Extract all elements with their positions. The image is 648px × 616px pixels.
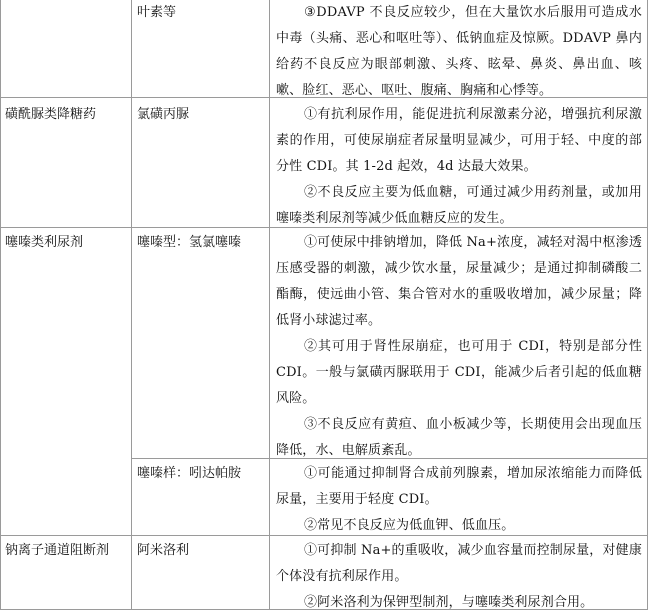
description-cell — [276, 102, 642, 232]
table-row — [5, 102, 129, 128]
description-cell — [276, 0, 642, 104]
drug-name: 阿米洛利 — [137, 543, 190, 558]
description-paragraph: ③不良反应有黄疸、血小板减少等，长期使用会出现血压降低，水、电解质紊乱。 — [276, 417, 642, 458]
description-paragraph: ②不良反应主要为低血糖，可通过减少用药剂量，或加用噻嗪类利尿剂等减少低血糖反应的发生。 — [276, 185, 642, 226]
description-paragraph: ①可抑制 Na+的重吸收，减少血容量而控制尿量，对健康个体没有抗利尿作用。 — [276, 543, 642, 584]
description-paragraph: ①可使尿中排钠增加，降低 Na+浓度，减轻对渴中枢渗透压感受器的刺激，减少饮水量，尿量减少；是通过抑制磷酸二酯酶，使远曲小管、集合管对水的重吸收增加，减少尿量；降低肾小球滤过率。 — [276, 235, 642, 328]
column-divider-1 — [131, 0, 132, 610]
drug-cell — [137, 102, 265, 128]
description-paragraph: ②常见不良反应为低血钾、低血压。 — [304, 518, 515, 533]
drug-name: 叶素等 — [137, 5, 177, 20]
table-row — [5, 230, 129, 256]
description-paragraph: ①可能通过抑制肾合成前列腺素，增加尿浓缩能力而降低尿量，主要用于轻度 CDI。 — [276, 466, 642, 507]
drug-name: 噻嗪型：氢氯噻嗪 — [137, 235, 242, 250]
drug-cell — [137, 538, 265, 564]
description-cell — [276, 461, 642, 539]
drug-name: 噻嗪样：吲达帕胺 — [137, 466, 242, 481]
table-row — [5, 538, 129, 564]
drug-name: 氯磺丙脲 — [137, 107, 190, 122]
table-row — [137, 461, 265, 487]
drug-category: 磺酰脲类降糖药 — [5, 107, 97, 122]
description-cell — [276, 230, 642, 464]
description-paragraph: ②其可用于肾性尿崩症，也可用于 CDI，特别是部分性 CDI。一般与氯磺丙脲联用于 CDI，能减少后者引起的低血糖风险。 — [276, 339, 642, 406]
description-paragraph: ③DDAVP 不良反应较少，但在大量饮水后服用可造成水中毒（头痛、恶心和呕吐等）、低钠血症及惊厥。DDAVP 鼻内给药不良反应为眼部刺激、头疼、眩晕、鼻炎、鼻出血、咳嗽、脸红、恶心、呕吐、腹痛、胸痛和心悸等。 — [276, 5, 642, 98]
drug-cell — [137, 230, 265, 256]
drug-category: 噻嗪类利尿剂 — [5, 235, 84, 250]
description-paragraph: ①有抗利尿作用，能促进抗利尿激素分泌，增强抗利尿激素的作用，可使尿崩症者尿量明显减少，可用于轻、中度的部分性 CDI。其 1-2d 起效，4d 达最大效果。 — [276, 107, 642, 174]
description-paragraph: ②阿米洛利为保钾型制剂，与噻嗪类利尿剂合用。 — [304, 595, 594, 610]
table-border-left — [0, 0, 1, 610]
drug-category: 钠离子通道阻断剂 — [5, 543, 110, 558]
table-row — [137, 0, 265, 26]
column-divider-2 — [269, 0, 270, 610]
description-cell — [276, 538, 642, 616]
